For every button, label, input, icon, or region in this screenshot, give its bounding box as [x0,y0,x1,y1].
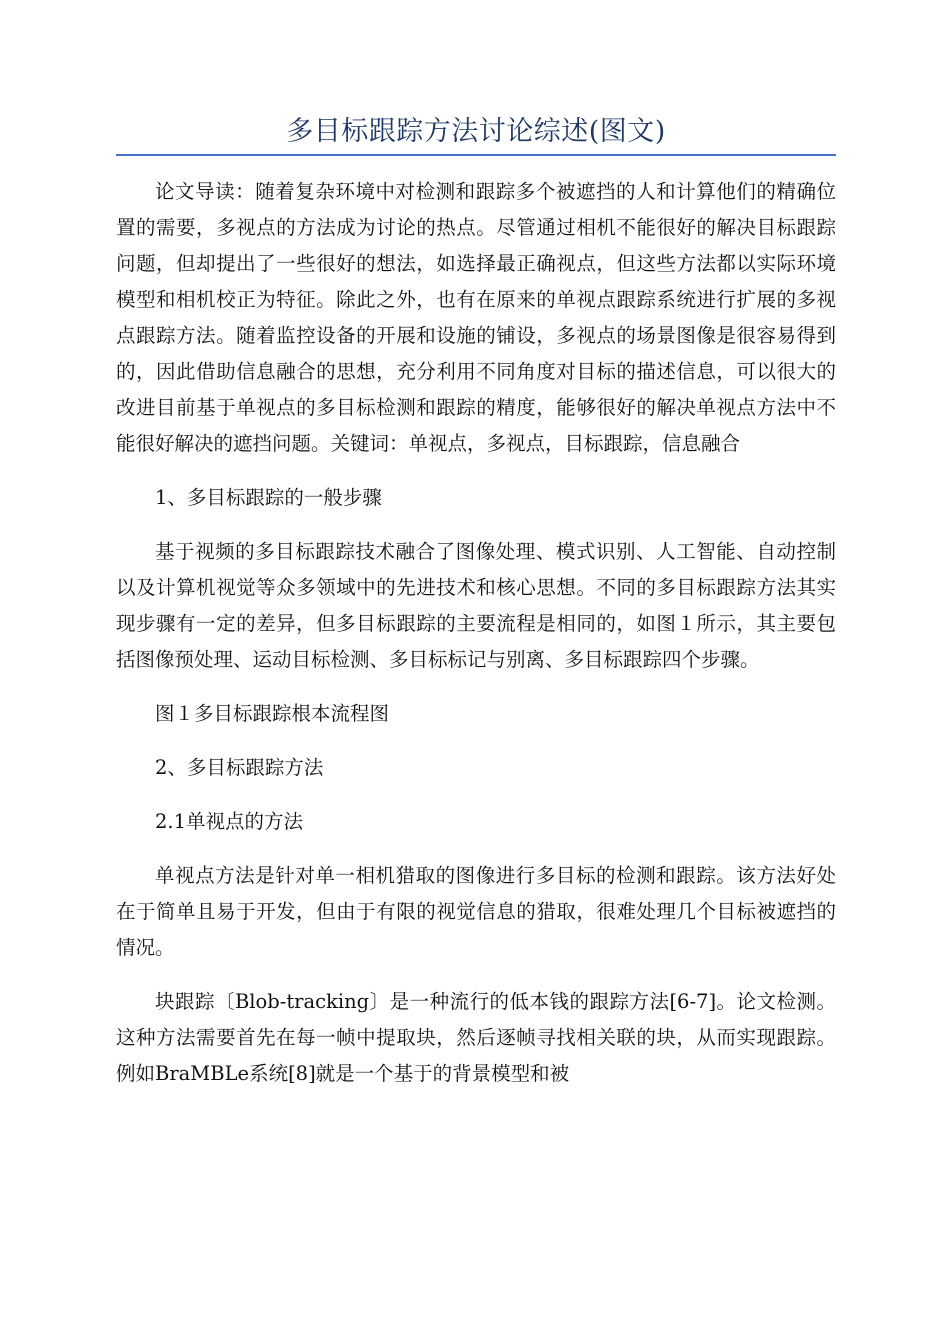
paragraph-steps: 基于视频的多目标跟踪技术融合了图像处理、模式识别、人工智能、自动控制以及计算机视觉等众多领域中的先进技术和核心思想。不同的多目标跟踪方法其实现步骤有一定的差异，但多目标跟踪的主要流程是相同的，如图１所示，其主要包括图像预处理、运动目标检测、多目标标记与别离、多目标跟踪四个步骤。 [116,540,836,671]
paragraph-single-view: 单视点方法是针对单一相机猎取的图像进行多目标的检测和跟踪。该方法好处在于简单且易于开发，但由于有限的视觉信息的猎取，很难处理几个目标被遮挡的情况。 [116,864,836,959]
title-underline [116,154,836,156]
paragraph-blob-tracking: 块跟踪〔Blob-tracking〕是一种流行的低本钱的跟踪方法[6-7]。论文检测。这种方法需要首先在每一帧中提取块，然后逐帧寻找相关联的块，从而实现跟踪。例如BraMBLe系统[8]就是一个基于的背景模型和被 [116,990,836,1085]
subsection-heading-2-1: 2.1单视点的方法 [155,810,304,833]
paragraph-intro: 论文导读：随着复杂环境中对检测和跟踪多个被遮挡的人和计算他们的精确位置的需要，多视点的方法成为讨论的热点。尽管通过相机不能很好的解决目标跟踪问题，但却提出了一些很好的想法，如选择最正确视点，但这些方法都以实际环境模型和相机校正为特征。除此之外，也有在原来的单视点跟踪系统进行扩展的多视点跟踪方法。随着监控设备的开展和设施的铺设，多视点的场景图像是很容易得到的，因此借助信息融合的思想，充分利用不同角度对目标的描述信息，可以很大的改进目前基于单视点的多目标检测和跟踪的精度，能够很好的解决单视点方法中不能很好解决的遮挡问题。关键词：单视点，多视点，目标跟踪，信息融合 [116,180,836,455]
figure-caption: 图１多目标跟踪根本流程图 [155,702,390,725]
document-title: 多目标跟踪方法讨论综述(图文) [286,116,666,147]
section-heading-2: 2、多目标跟踪方法 [155,756,324,779]
section-heading-1: 1、多目标跟踪的一般步骤 [155,486,382,509]
document-body [116,174,836,1110]
